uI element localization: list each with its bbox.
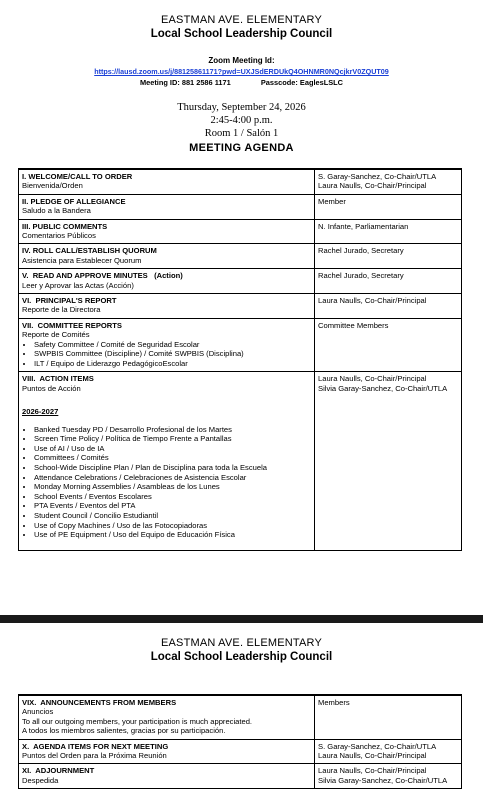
meeting-datetime <box>0 101 483 140</box>
item-presenter <box>315 695 462 739</box>
presenter-line: Laura Naulls, Co-Chair/Principal <box>318 374 427 384</box>
list-item: • Banked Tuesday PD / Desarrollo Profesional de los Martes <box>34 425 311 435</box>
item-title: VIX. ANNOUNCEMENTS FROM MEMBERS <box>22 698 177 707</box>
list-item: • Use of Copy Machines / Uso de las Fotocopiadoras <box>34 521 311 531</box>
list-item: • Use of AI / Uso de IA <box>34 444 311 454</box>
presenter-line: Members <box>318 698 350 707</box>
presenter-line: S. Garay-Sanchez, Co-Chair/UTLA <box>318 172 437 181</box>
item-subtitle: Reporte de la Directora <box>22 305 101 315</box>
school-year: 2026-2027 <box>22 407 59 417</box>
item-line: Despedida <box>22 775 59 785</box>
agenda-item <box>19 194 315 219</box>
item-presenter <box>315 169 462 194</box>
agenda-table <box>18 168 462 551</box>
council-name: Local School Leadership Council <box>150 651 333 663</box>
agenda-row <box>19 194 462 219</box>
zoom-title: Zoom Meeting Id: <box>208 56 275 65</box>
agenda-row <box>19 294 462 319</box>
agenda-row <box>19 739 462 764</box>
agenda-title: MEETING AGENDA <box>189 142 294 154</box>
zoom-link[interactable]: https://lausd.zoom.us/j/88125861171?pwd=UXJSdERDUkQ4OHNMR0NQcjkrV0ZQUT09 <box>94 67 389 76</box>
item-title: XI. ADJOURNMENT <box>22 766 95 776</box>
agenda-row <box>19 695 462 739</box>
list-item: • Safety Committee / Comité de Seguridad Escolar <box>34 340 311 350</box>
council-name: Local School Leadership Council <box>150 28 333 40</box>
school-name: EASTMAN AVE. ELEMENTARY <box>160 14 323 26</box>
list-item: • Use of PE Equipment / Uso del Equipo de Educación Física <box>34 530 311 540</box>
item-subtitle: Leer y Aprovar las Actas (Acción) <box>22 280 134 290</box>
item-subtitle: Puntos de Acción <box>22 383 81 393</box>
presenter-line: N. Infante, Parliamentarian <box>318 221 409 231</box>
presenter-line: Silvia Garay-Sanchez, Co-Chair/UTLA <box>318 383 448 393</box>
item-line: Puntos del Orden para la Próxima Reunión <box>22 751 167 761</box>
list-item: • Student Council / Concilio Estudiantil <box>34 511 311 521</box>
agenda-row <box>19 372 462 550</box>
item-title: VIII. ACTION ITEMS <box>22 374 94 384</box>
zoom-ids <box>0 78 483 87</box>
item-line: Anuncios <box>22 707 54 717</box>
item-presenter <box>315 194 462 219</box>
item-title: I. WELCOME/CALL TO ORDER <box>22 172 133 181</box>
agenda-item <box>19 739 315 764</box>
item-title: VI. PRINCIPAL'S REPORT <box>22 296 117 306</box>
list-item: • Attendance Celebrations / Celebraciones de Asistencia Escolar <box>34 473 311 483</box>
item-title: III. PUBLIC COMMENTS <box>22 221 108 231</box>
list-item: • School-Wide Discipline Plan / Plan de Disciplina para toda la Escuela <box>34 463 311 473</box>
presenter-line: Laura Naulls, Co-Chair/Principal <box>318 751 427 761</box>
presenter-line: S. Garay-Sanchez, Co-Chair/UTLA <box>318 741 437 751</box>
presenter-line: Member <box>318 196 346 206</box>
meeting-room: Room 1 / Salón 1 <box>204 128 279 139</box>
item-presenter <box>315 764 462 789</box>
item-title: VII. COMMITTEE REPORTS <box>22 320 122 330</box>
presenter-line: Rachel Jurado, Secretary <box>318 271 404 281</box>
presenter-line: Silvia Garay-Sanchez, Co-Chair/UTLA <box>318 775 448 785</box>
agenda-item <box>19 169 315 194</box>
agenda-item <box>19 764 315 789</box>
passcode: Passcode: EaglesLSLC <box>260 78 344 87</box>
agenda-item <box>19 372 315 550</box>
agenda-row <box>19 318 462 372</box>
presenter-line: Laura Naulls, Co-Chair/Principal <box>318 181 427 191</box>
item-line: To all our outgoing members, your participation is much appreciated. <box>22 716 253 726</box>
list-item: • ILT / Equipo de Liderazgo PedagógicoEscolar <box>34 359 311 369</box>
agenda-item <box>19 269 315 294</box>
committee-list <box>22 340 311 369</box>
agenda-item <box>19 318 315 372</box>
item-title: IV. ROLL CALL/ESTABLISH QUORUM <box>22 246 157 256</box>
item-presenter <box>315 739 462 764</box>
school-name: EASTMAN AVE. ELEMENTARY <box>160 637 323 649</box>
item-presenter <box>315 219 462 244</box>
meeting-date: Thursday, September 24, 2026 <box>177 102 306 113</box>
agenda-row <box>19 244 462 269</box>
item-presenter <box>315 318 462 372</box>
item-title: V. READ AND APPROVE MINUTES (Action) <box>22 271 183 281</box>
presenter-line: Committee Members <box>318 320 389 330</box>
presenter-line: Rachel Jurado, Secretary <box>318 246 404 256</box>
list-item: • SWPBIS Committee (Discipline) / Comité SWPBIS (Disciplina) <box>34 349 311 359</box>
agenda-item <box>19 219 315 244</box>
item-subtitle: Bienvenida/Orden <box>22 181 83 191</box>
agenda-page-2 <box>0 623 483 800</box>
presenter-line: Laura Naulls, Co-Chair/Principal <box>318 766 427 776</box>
agenda-row <box>19 269 462 294</box>
list-item: • PTA Events / Eventos del PTA <box>34 501 311 511</box>
list-item: • Monday Morning Assemblies / Asambleas de los Lunes <box>34 482 311 492</box>
list-item: • School Events / Eventos Escolares <box>34 492 311 502</box>
item-title: X. AGENDA ITEMS FOR NEXT MEETING <box>22 741 169 751</box>
meeting-time: 2:45-4:00 p.m. <box>210 115 273 126</box>
item-presenter <box>315 269 462 294</box>
item-subtitle: Comentarios Públicos <box>22 231 96 241</box>
agenda-item <box>19 244 315 269</box>
action-items-list <box>22 425 311 540</box>
agenda-row <box>19 764 462 789</box>
agenda-item <box>19 294 315 319</box>
list-item: • Committees / Comités <box>34 453 311 463</box>
agenda-item <box>19 695 315 739</box>
list-item: • Screen Time Policy / Política de Tiempo Frente a Pantallas <box>34 434 311 444</box>
item-subtitle: Saludo a la Bandera <box>22 206 91 216</box>
item-presenter <box>315 372 462 550</box>
item-subtitle: Asistencia para Establecer Quorum <box>22 255 142 265</box>
item-presenter <box>315 294 462 319</box>
item-subtitle: Reporte de Comités <box>22 330 90 340</box>
item-line: A todos los miembros salientes, gracias por su participación. <box>22 726 226 736</box>
agenda-row <box>19 169 462 194</box>
agenda-row <box>19 219 462 244</box>
presenter-line: Laura Naulls, Co-Chair/Principal <box>318 296 427 306</box>
item-presenter <box>315 244 462 269</box>
item-title: II. PLEDGE OF ALLEGIANCE <box>22 196 126 206</box>
agenda-table-continued <box>18 694 462 789</box>
meeting-id: Meeting ID: 881 2586 1171 <box>139 78 231 87</box>
